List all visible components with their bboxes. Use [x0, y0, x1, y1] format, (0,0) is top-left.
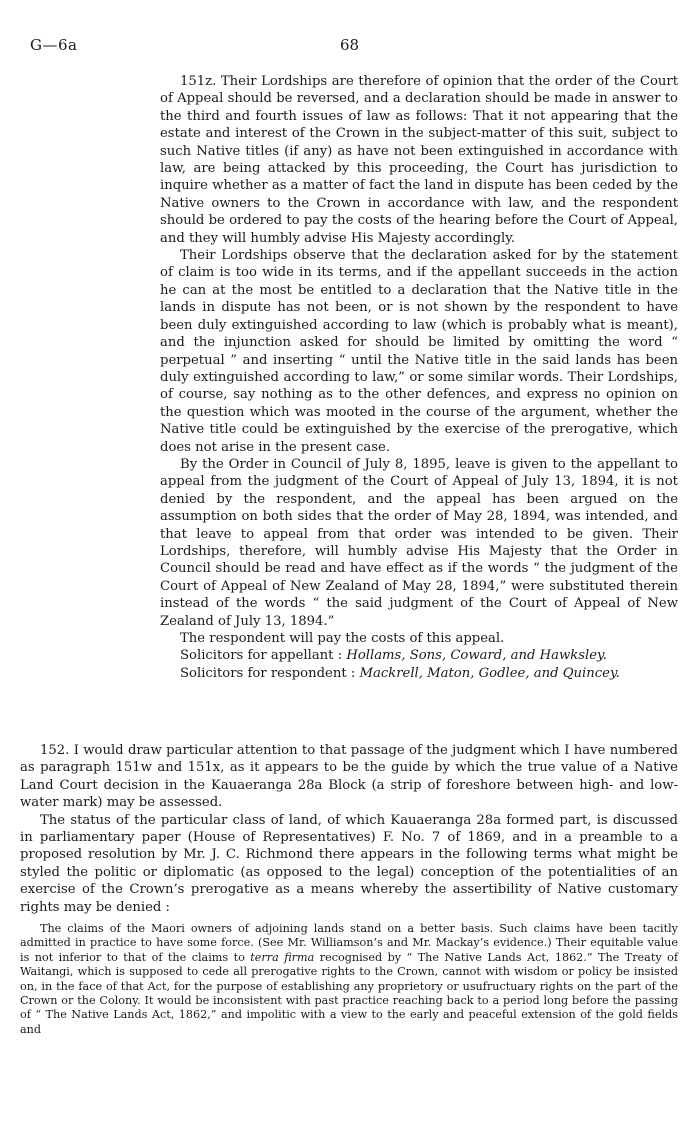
commentary	[20, 742, 678, 916]
paragraph-151z: 151z. Their Lordships are therefore of opinion that the order of the Court of Appeal should be reversed, and a declaration should be made in answer to the third and fourth issues of law as follows: That it not appearing that the estate and interest of the Crown in the subject-matter of this suit, subject to such Native titles (if any) as have not been extinguished in accordance with law, are being attacked by this proceeding, the Court has jurisdiction to inquire whether as a matter of fact the land in dispute has been ceded by the Native owners to the Crown in accordance with law, and the respondent should be ordered to pay the costs of the hearing before the Court of Appeal, and they will humbly advise His Majesty accordingly.	[160, 74, 678, 246]
quotation-text	[20, 922, 678, 1037]
paragraph-costs: The respondent will pay the costs of this appeal.	[180, 631, 505, 646]
solicitors-respondent-label: Solicitors for respondent :	[180, 665, 356, 681]
solicitors-appellant-names: Hollams, Sons, Coward, and Hawksley.	[346, 648, 607, 664]
document-reference: G—6a	[30, 36, 78, 54]
paragraph-152: 152. I would draw particular attention to that passage of the judgment which I have numbered as paragraph 151w and 151x, as it appears to be the guide by which the true value of a Native Land Court decision in the Kauaeranga 28a Block (a strip of foreshore between high- and low-water mark) may be assessed.	[20, 743, 678, 811]
quotation	[20, 922, 678, 1037]
quotation-italic-term: terra firma	[250, 950, 315, 964]
solicitors-respondent-names: Mackrell, Maton, Godlee, and Quincey.	[359, 665, 620, 681]
solicitors-respondent	[160, 665, 678, 682]
quotation-text-start: The claims of the Maori owners of adjoining lands stand on a better basis. Such claims have been tacitly admitted in practice to have some force. (See Mr. Williamson’s and Mr. Mackay’s evidence.) Their equitable value is not inferior to that of the claims to	[20, 922, 678, 964]
page-header	[30, 36, 670, 56]
judgment-excerpt	[160, 73, 678, 682]
page-number: 68	[340, 36, 360, 54]
paragraph-lordships-observe: Their Lordships observe that the declaration asked for by the statement of claim is too wide in its terms, and if the appellant succeeds in the action he can at the most be entitled to a declaration that the Native title in the lands in dispute has not been, or is not shown by the respondent to have been duly extinguished according to law (which is probably what is meant), and the injunction asked for should be limited by omitting the word “ perpetual ” and inserting “ until the Native title in the said lands has been duly extinguished according to law,” or some similar words. Their Lordships, of course, say nothing as to the other defences, and express no opinion on the question which was mooted in the course of the argument, whether the Native title could be extinguished by the exercise of the prerogative, which does not arise in the present case.	[160, 248, 678, 455]
quotation-text-end: recognised by “ The Native Lands Act, 1862.” The Treaty of Waitangi, which is supposed to cede all prerogative rights to the Crown, cannot with wisdom or policy be insisted on, in the face of that Act, for the purpose of establishing any proprietory or usufructuary rights on the part of the Crown or the Colony. It would be inconsistent with past practice reaching back to a period long before the passing of “ The Native Lands Act, 1862,” and impolitic with a view to the early and peaceful extension of the gold fields and	[20, 950, 678, 1036]
paragraph-order-in-council: By the Order in Council of July 8, 1895, leave is given to the appellant to appeal from the judgment of the Court of Appeal of July 13, 1894, it is not denied by the respondent, and the appeal has been argued on the assumption on both sides that the order of May 28, 1894, was intended, and that leave to appeal from that order was intended to be given. Their Lordships, therefore, will humbly advise His Majesty that the Order in Council should be read and have effect as if the words “ the judgment of the Court of Appeal of New Zealand of May 28, 1894,” were substituted therein instead of the words “ the said judgment of the Court of Appeal of New Zealand of July 13, 1894.”	[160, 456, 678, 629]
paragraph-status: The status of the particular class of land, of which Kauaeranga 28a formed part, is discussed in parliamentary paper (House of Representatives) F. No. 7 of 1869, and in a preamble to a proposed resolution by Mr. J. C. Richmond there appears in the following terms what might be styled the politic or diplomatic (as opposed to the legal) conception of the potentialities of an exercise of the Crown’s prerogative as a means whereby the assertibility of Native customary rights may be denied :	[20, 812, 678, 915]
solicitors-appellant	[160, 647, 678, 664]
solicitors-appellant-label: Solicitors for appellant :	[180, 648, 343, 664]
